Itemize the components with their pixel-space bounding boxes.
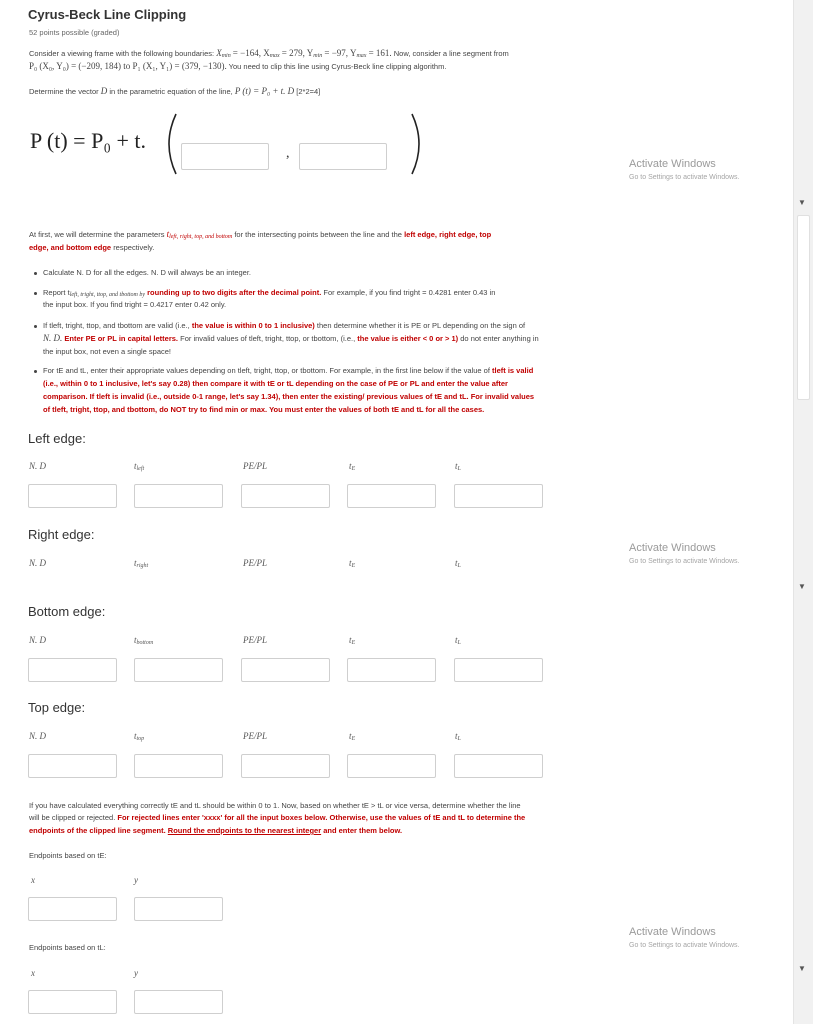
- left-edge-nd-label: N. D: [29, 461, 47, 471]
- bullet-3-line-1: If tleft, tright, ttop, and tbottom are valid (i.e., the value is within 0 to 1 inclusive) then determine whether it is PE or PL depending on the sign of: [43, 321, 526, 330]
- problem-line-1: Consider a viewing frame with the following boundaries: Xmin = −164, Xmax = 279, Ymin = −97, Ymax = 161. Now, consider a line segment from: [29, 48, 509, 59]
- top-edge-tl-label: tL: [455, 731, 461, 742]
- left-edge-te-label: tE: [349, 461, 356, 472]
- right-paren: [408, 112, 428, 176]
- top-edge-tl-input[interactable]: [454, 754, 543, 778]
- bullet-4-line-2: (i.e., within 0 to 1 inclusive, let's say 0.28) then compare it with tE or tL depending on the case of PE or PL and enter the value after: [43, 379, 508, 388]
- top-edge-heading: Top edge:: [28, 700, 86, 715]
- endpoint-te-x-label: x: [31, 875, 35, 885]
- top-edge-t-input[interactable]: [134, 754, 223, 778]
- bottom-edge-te-label: tE: [349, 635, 356, 646]
- bottom-edge-tl-label: tL: [455, 635, 461, 646]
- bottom-edge-nd-label: N. D: [29, 635, 47, 645]
- bullet-dot: [34, 272, 37, 275]
- bullet-3-line-3: the input box, not even a single space!: [43, 347, 172, 356]
- left-edge-t-label: tleft: [134, 461, 145, 472]
- endpoint-tl-x-label: x: [31, 968, 35, 978]
- scrollbar-thumb[interactable]: [797, 215, 810, 400]
- vector-d-x-input[interactable]: [181, 143, 269, 170]
- left-edge-heading: Left edge:: [28, 431, 86, 446]
- final-line-1: If you have calculated everything correctly tE and tL should be within 0 to 1. Now, based on whether tE > tL or vice versa, determine whether the line: [29, 801, 521, 810]
- bullet-2-line-1: Report tleft, tright, ttop, and tbottom by rounding up to two digits after the decimal point. For example, if you find tright = 0.4281 enter 0.43 in: [43, 288, 496, 298]
- vector-comma: ,: [286, 146, 290, 161]
- final-line-3: endpoints of the clipped line segment. Round the endpoints to the nearest integer and enter them below.: [29, 826, 403, 835]
- scroll-down-arrow-icon[interactable]: ▼: [798, 964, 806, 973]
- bullet-4-line-4: of tleft, tright, ttop, and tbottom, do NOT try to find min or max. You must enter the values of both tE and tL for all the cases.: [43, 405, 485, 414]
- endpoint-tl-x-input[interactable]: [28, 990, 117, 1014]
- bottom-edge-nd-input[interactable]: [28, 658, 117, 682]
- page-title: Cyrus-Beck Line Clipping: [28, 7, 187, 22]
- final-line-2: will be clipped or rejected. For rejected lines enter 'xxxx' for all the input boxes below. Otherwise, use the values of tE and tL to determine the: [29, 813, 526, 822]
- bottom-edge-t-input[interactable]: [134, 658, 223, 682]
- endpoints-te-label: Endpoints based on tE:: [29, 851, 107, 860]
- bullet-4-line-3: comparison. If tleft is invalid (i.e., outside 0-1 range, let's say 1.34), then enter the existing/ previous values of tE and tL. For invalid values: [43, 392, 535, 401]
- endpoint-te-y-label: y: [134, 875, 138, 885]
- bottom-edge-t-label: tbottom: [134, 635, 154, 646]
- watermark-title: Activate Windows: [629, 926, 716, 938]
- top-edge-nd-input[interactable]: [28, 754, 117, 778]
- watermark-subtitle: Go to Settings to activate Windows.: [629, 174, 740, 181]
- bullet-4-line-1: For tE and tL, enter their appropriate values depending on tleft, tright, ttop, or tbottom. For example, in the first line below if the value of tleft is valid: [43, 366, 534, 375]
- left-edge-tl-label: tL: [455, 461, 461, 472]
- bottom-edge-pepl-input[interactable]: [241, 658, 330, 682]
- left-edge-nd-input[interactable]: [28, 484, 117, 508]
- scroll-down-arrow-icon[interactable]: ▼: [798, 198, 806, 207]
- question-text: Determine the vector D in the parametric equation of the line, P (t) = P₀ + t. D [2*2=4]: [29, 86, 321, 96]
- bullet-dot: [34, 370, 37, 373]
- left-edge-tl-input[interactable]: [454, 484, 543, 508]
- left-edge-pepl-label: PE/PL: [243, 461, 267, 471]
- intro-line-1: At first, we will determine the parameters tleft, right, top, and bottom for the intersecting points between the line and the left edge, right edge, top: [29, 229, 492, 240]
- bottom-edge-te-input[interactable]: [347, 658, 436, 682]
- right-edge-nd-label: N. D: [29, 558, 47, 568]
- right-edge-t-label: tright: [134, 558, 149, 569]
- top-edge-te-label: tE: [349, 731, 356, 742]
- right-edge-tl-label: tL: [455, 558, 461, 569]
- watermark-subtitle: Go to Settings to activate Windows.: [629, 558, 740, 565]
- bullet-dot: [34, 292, 37, 295]
- scroll-down-arrow-icon[interactable]: ▼: [798, 582, 806, 591]
- endpoint-te-x-input[interactable]: [28, 897, 117, 921]
- top-edge-pepl-input[interactable]: [241, 754, 330, 778]
- page-scrollbar[interactable]: [793, 0, 813, 1024]
- watermark-title: Activate Windows: [629, 542, 716, 554]
- bottom-edge-heading: Bottom edge:: [28, 604, 106, 619]
- endpoint-tl-y-label: y: [134, 968, 138, 978]
- left-edge-te-input[interactable]: [347, 484, 436, 508]
- left-paren: [160, 112, 180, 176]
- bottom-edge-tl-input[interactable]: [454, 658, 543, 682]
- top-edge-pepl-label: PE/PL: [243, 731, 267, 741]
- top-edge-t-label: ttop: [134, 731, 145, 742]
- bullet-dot: [34, 325, 37, 328]
- top-edge-nd-label: N. D: [29, 731, 47, 741]
- bottom-edge-pepl-label: PE/PL: [243, 635, 267, 645]
- endpoints-tl-label: Endpoints based on tL:: [29, 943, 106, 952]
- vector-d-y-input[interactable]: [299, 143, 387, 170]
- right-edge-te-label: tE: [349, 558, 356, 569]
- points-label: 52 points possible (graded): [29, 28, 120, 37]
- right-edge-pepl-label: PE/PL: [243, 558, 267, 568]
- endpoint-tl-y-input[interactable]: [134, 990, 223, 1014]
- problem-line-2: P₀ (X₀, Y₀) = (−209, 184) to P₁ (X₁, Y₁) = (379, −130). You need to clip this line using Cyrus-Beck line clipping algorithm.: [29, 61, 447, 71]
- top-edge-te-input[interactable]: [347, 754, 436, 778]
- parametric-equation: P (t) = P₀ + t.: [30, 128, 147, 153]
- intro-line-2: edge, and bottom edge respectively.: [29, 243, 155, 252]
- endpoint-te-y-input[interactable]: [134, 897, 223, 921]
- right-edge-heading: Right edge:: [28, 527, 95, 542]
- watermark-subtitle: Go to Settings to activate Windows.: [629, 942, 740, 949]
- bullet-3-line-2: N. D. Enter PE or PL in capital letters. For invalid values of tleft, tright, ttop, or tbottom, (i.e., the value is either < 0 or > 1) do not enter anything in: [43, 333, 539, 343]
- left-edge-pepl-input[interactable]: [241, 484, 330, 508]
- watermark-title: Activate Windows: [629, 158, 716, 170]
- left-edge-t-input[interactable]: [134, 484, 223, 508]
- bullet-1: Calculate N. D for all the edges. N. D will always be an integer.: [43, 268, 252, 277]
- bullet-2-line-2: the input box. If you find tright = 0.4217 enter 0.42 only.: [43, 300, 227, 309]
